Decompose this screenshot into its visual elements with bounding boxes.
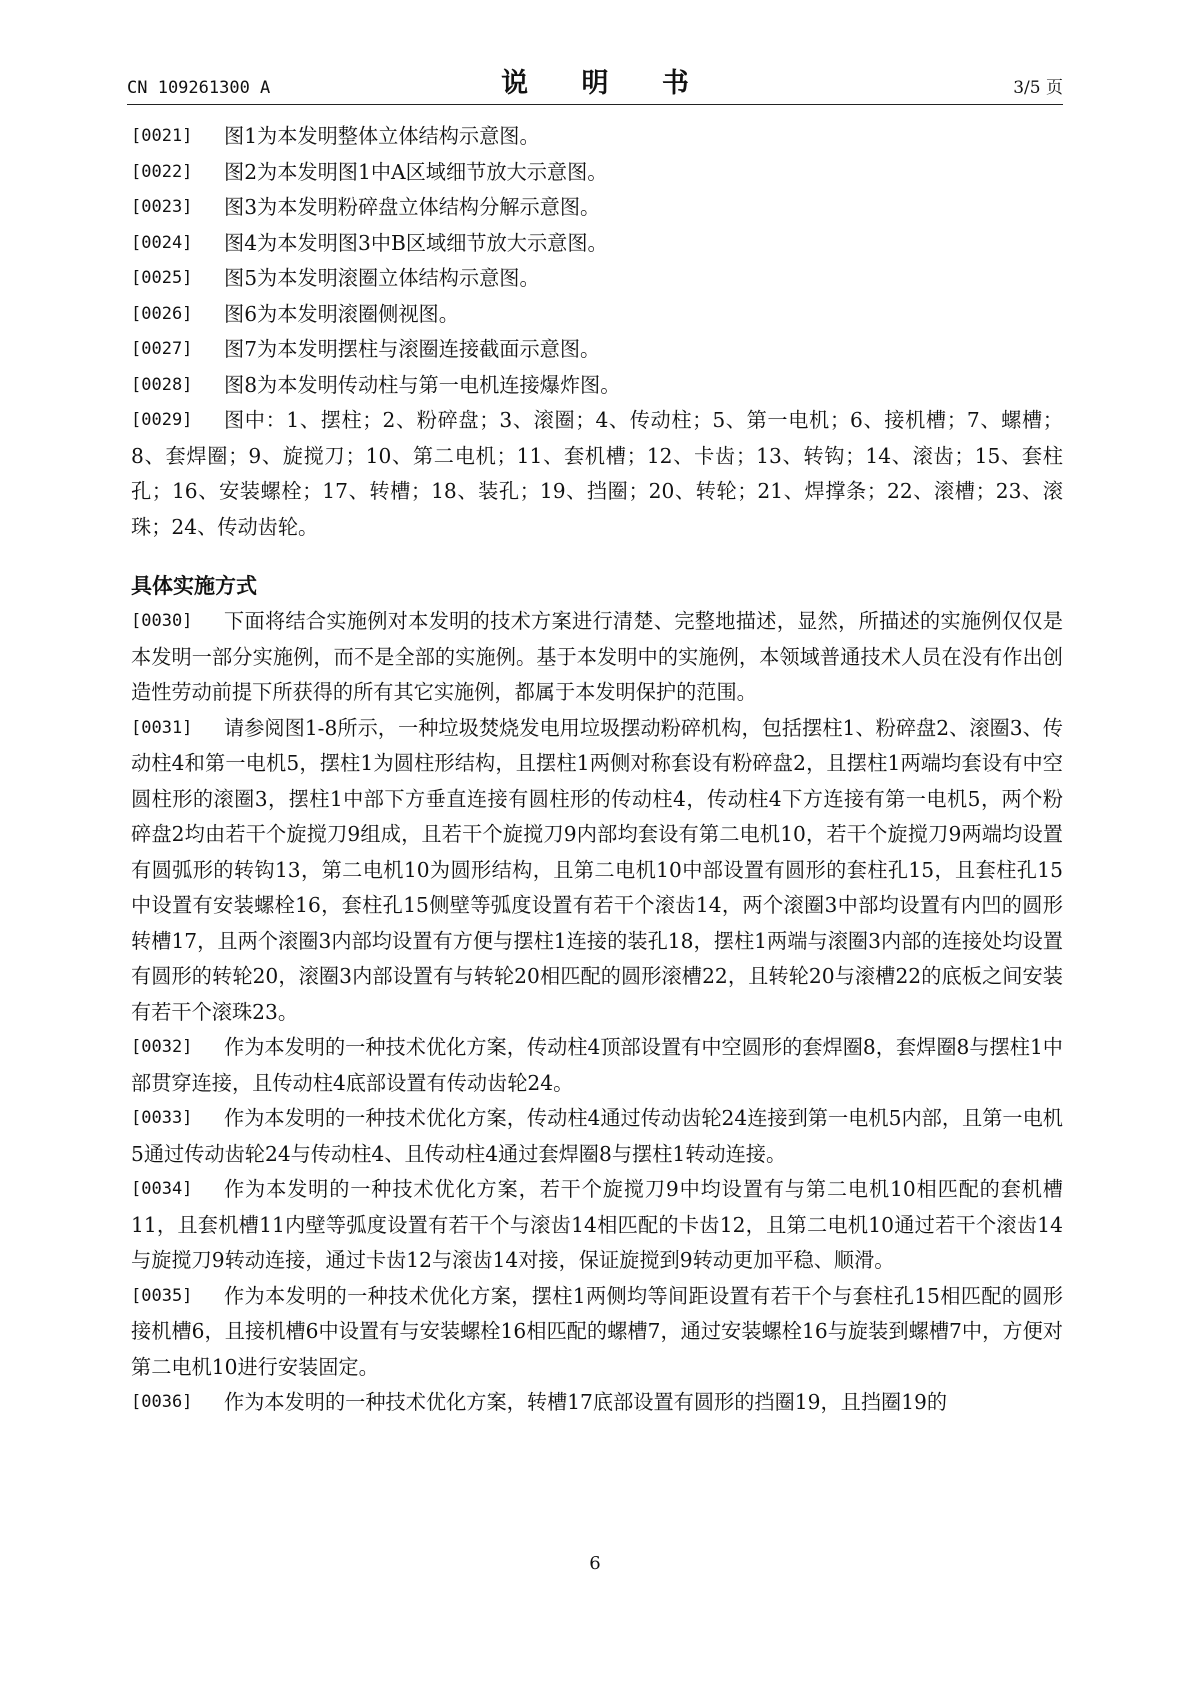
paragraph-number: [0028]	[131, 374, 193, 395]
paragraph-number: [0021]	[131, 126, 193, 146]
paragraph-number: [0031]	[131, 717, 193, 738]
paragraph-text: 图8为本发明传动柱与第一电机连接爆炸图。	[224, 372, 621, 397]
paragraph-text: 作为本发明的一种技术优化方案，转槽17底部设置有圆形的挡圈19，且挡圈19的	[224, 1390, 948, 1414]
paragraph	[131, 1279, 1063, 1386]
paragraph	[131, 332, 1063, 368]
figure-description-list	[131, 119, 1063, 545]
paragraph	[131, 1030, 1063, 1101]
paragraph	[131, 226, 1063, 262]
page-indicator: 3/5 页	[1013, 78, 1063, 98]
section-heading: 具体实施方式	[131, 574, 257, 598]
paragraph-number: [0027]	[131, 339, 193, 359]
paragraph	[131, 119, 1063, 155]
paragraph	[131, 403, 1063, 545]
paragraph-text: 图3为本发明粉碎盘立体结构分解示意图。	[224, 195, 601, 219]
paragraph-number: [0036]	[131, 1392, 193, 1412]
paragraph	[131, 190, 1063, 226]
paragraph-text: 图6为本发明滚圈侧视图。	[224, 301, 459, 326]
paragraph-text: 下面将结合实施例对本发明的技术方案进行清楚、完整地描述，显然，所描述的实施例仅仅是本发明一部分实施例，而不是全部的实施例。基于本发明中的实施例，本领域普通技术人员在没有作出创造性劳动前提下所获得的所有其它实施例，都属于本发明保护的范围。	[131, 609, 1063, 704]
paragraph-number: [0023]	[131, 197, 193, 217]
paragraph-number: [0032]	[131, 1037, 193, 1057]
paragraph-number: [0025]	[131, 268, 193, 288]
paragraph-text: 作为本发明的一种技术优化方案，若干个旋搅刀9中均设置有与第二电机10相匹配的套机槽11，且套机槽11内壁等弧度设置有若干个与滚齿14相匹配的卡齿12，且第二电机10通过若干个滚齿14与旋搅刀9转动连接，通过卡齿12与滚齿14对接，保证旋搅到9转动更加平稳、顺滑。	[131, 1177, 1063, 1272]
paragraph	[131, 155, 1063, 191]
paragraph-number: [0034]	[131, 1179, 193, 1199]
paragraph-text: 图5为本发明滚圈立体结构示意图。	[224, 266, 540, 290]
paragraph-text: 图2为本发明图1中A区域细节放大示意图。	[224, 159, 608, 184]
page-number: 6	[589, 1553, 601, 1574]
document-title: 说 明 书	[501, 68, 711, 99]
paragraph-text: 图1为本发明整体立体结构示意图。	[224, 124, 540, 148]
embodiment-paragraphs	[131, 604, 1063, 1421]
paragraph	[131, 711, 1063, 1031]
paragraph	[131, 1385, 1063, 1421]
paragraph-number: [0022]	[131, 161, 193, 182]
paragraph	[131, 368, 1063, 404]
paragraph-number: [0030]	[131, 611, 193, 631]
paragraph-number: [0035]	[131, 1285, 193, 1306]
paragraph-number: [0029]	[131, 410, 193, 430]
paragraph-text: 请参阅图1-8所示，一种垃圾焚烧发电用垃圾摆动粉碎机构，包括摆柱1、粉碎盘2、滚圈3、传动柱4和第一电机5，摆柱1为圆柱形结构，且摆柱1两侧对称套设有粉碎盘2，且摆柱1两端均套设有中空圆柱形的滚圈3，摆柱1中部下方垂直连接有圆柱形的传动柱4，传动柱4下方连接有第一电机5，两个粉碎盘2均由若干个旋搅刀9组成，且若干个旋搅刀9内部均套设有第二电机10，若干个旋搅刀9两端均设置有圆弧形的转钩13，第二电机10为圆形结构，且第二电机10中部设置有圆形的套柱孔15，且套柱孔15中设置有安装螺栓16，套柱孔15侧壁等弧度设置有若干个滚齿14，两个滚圈3中部均设置有内凹的圆形转槽17，且两个滚圈3内部均设置有方便与摆柱1连接的装孔18，摆柱1两端与滚圈3内部的连接处均设置有圆形的转轮20，滚圈3内部设置有与转轮20相匹配的圆形滚槽22，且转轮20与滚槽22的底板之间安装有若干个滚珠23。	[131, 715, 1063, 1024]
paragraph	[131, 604, 1063, 711]
paragraph-text: 图7为本发明摆柱与滚圈连接截面示意图。	[224, 337, 601, 361]
paragraph	[131, 1101, 1063, 1172]
paragraph-number: [0026]	[131, 303, 193, 324]
paragraph	[131, 1172, 1063, 1279]
paragraph-text: 作为本发明的一种技术优化方案，传动柱4顶部设置有中空圆形的套焊圈8，套焊圈8与摆柱1中部贯穿连接，且传动柱4底部设置有传动齿轮24。	[131, 1035, 1063, 1095]
paragraph-text: 图中：1、摆柱；2、粉碎盘；3、滚圈；4、传动柱；5、第一电机；6、接机槽；7、螺槽；8、套焊圈；9、旋搅刀；10、第二电机；11、套机槽；12、卡齿；13、转钩；14、滚齿；15、套柱孔；16、安装螺栓；17、转槽；18、装孔；19、挡圈；20、转轮；21、焊撑条；22、滚槽；23、滚珠；24、传动齿轮。	[131, 408, 1063, 539]
paragraph-text: 图4为本发明图3中B区域细节放大示意图。	[224, 230, 608, 255]
paragraph	[131, 297, 1063, 333]
patent-number: CN 109261300 A	[127, 78, 271, 98]
document-body	[131, 119, 1063, 1421]
paragraph	[131, 261, 1063, 297]
paragraph-text: 作为本发明的一种技术优化方案，摆柱1两侧均等间距设置有若干个与套柱孔15相匹配的圆形接机槽6，且接机槽6中设置有与安装螺栓16相匹配的螺槽7，通过安装螺栓16与旋装到螺槽7中，方便对第二电机10进行安装固定。	[131, 1283, 1063, 1379]
page-header	[127, 68, 1063, 105]
paragraph-text: 作为本发明的一种技术优化方案，传动柱4通过传动齿轮24连接到第一电机5内部，且第一电机5通过传动齿轮24与传动柱4、且传动柱4通过套焊圈8与摆柱1转动连接。	[131, 1106, 1063, 1166]
paragraph-number: [0033]	[131, 1108, 193, 1128]
paragraph-number: [0024]	[131, 232, 193, 253]
